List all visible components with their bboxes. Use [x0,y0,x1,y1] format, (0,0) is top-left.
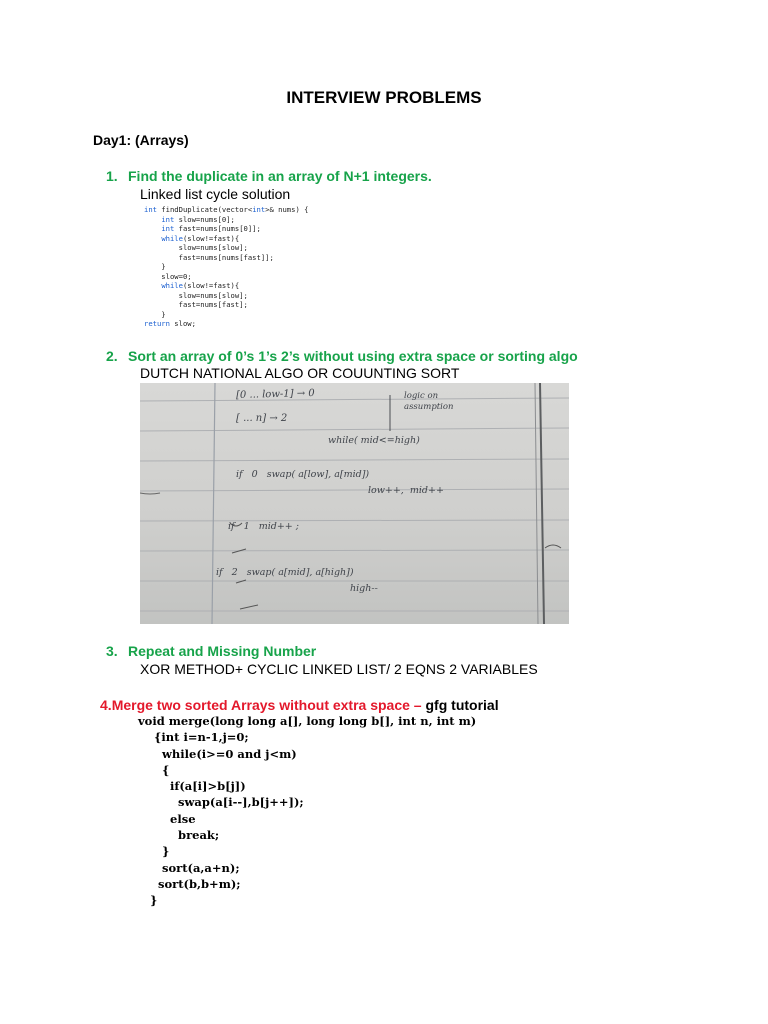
code-line: {int i=n-1,j=0; [138,730,249,745]
problem-3-subtitle: XOR METHOD+ CYCLIC LINKED LIST/ 2 EQNS 2 VARIABLES [140,661,538,677]
code-line: int slow=nums[0]; [161,214,235,224]
code-line: sort(a,a+n); [138,860,240,875]
code-line: int fast=nums[nums[0]]; [161,224,261,233]
problem-2-heading [106,348,578,364]
handwritten-notes-photo [140,383,569,624]
code-line: return slow; [144,319,196,328]
problem-4-heading [100,697,499,713]
problem-1-heading [106,168,432,184]
code-line: slow=nums[slow]; [144,290,248,300]
problem-4-code [138,713,476,909]
code-line: break; [138,828,220,843]
code-line: while(i>=0 and j<m) [138,746,297,761]
note-line-2: [ ... n] → 2 [236,413,288,424]
note-line-4: while( mid<=high) [328,435,420,446]
page-title: INTERVIEW PROBLEMS [286,88,482,107]
note-line-1: [0 ... low-1] → 0 [235,387,315,402]
problem-1-code [144,205,308,329]
code-line: void merge(long long a[], long long b[], int n, int m) [138,714,477,728]
code-line: swap(a[i--],b[j++]); [138,795,304,810]
code-line: } [144,262,166,271]
code-line: { [138,762,170,777]
day-heading: Day1: (Arrays) [93,132,189,148]
problem-1-subtitle: Linked list cycle solution [140,186,291,202]
problem-2-subtitle: DUTCH NATIONAL ALGO OR COUUNTING SORT [140,365,460,381]
problem-4-number: 4. [100,697,112,713]
code-line: } [138,893,158,908]
code-line: while(slow!=fast){ [161,233,240,243]
code-line: while(slow!=fast){ [161,281,240,290]
code-line: } [138,844,170,859]
code-line: int findDuplicate(vector<int>& nums) { [144,205,309,214]
problem-2-number: 2. [106,348,118,364]
problem-4-title: Merge two sorted Arrays without extra space – [111,697,422,713]
note-line-7: if 1 mid++ ; [228,521,299,532]
problem-3-title: Repeat and Missing Number [128,643,317,659]
code-line: fast=nums[nums[fast]]; [144,252,274,262]
code-line: slow=nums[slow]; [144,243,248,252]
code-line: slow=0; [144,271,192,281]
problem-4-suffix: gfg tutorial [421,697,499,713]
code-line: } [144,309,166,319]
code-line: if(a[i]>b[j]) [138,779,246,794]
note-line-6: low++, mid++ [368,485,444,496]
code-line: else [138,811,196,826]
note-line-9: high-- [350,583,378,594]
note-line-8: if 2 swap( a[mid], a[high]) [216,567,354,578]
problem-3-number: 3. [106,643,118,659]
problem-1-title: Find the duplicate in an array of N+1 integers. [128,168,432,184]
code-line: fast=nums[fast]; [144,300,248,309]
problem-3-heading [106,643,316,659]
problem-2-title: Sort an array of 0’s 1’s 2’s without using extra space or sorting algo [128,348,578,364]
code-line: sort(b,b+m); [138,876,241,891]
note-line-3: logic on assumption [404,391,454,412]
problem-1-number: 1. [106,168,118,184]
note-line-5: if 0 swap( a[low], a[mid]) [236,469,370,480]
